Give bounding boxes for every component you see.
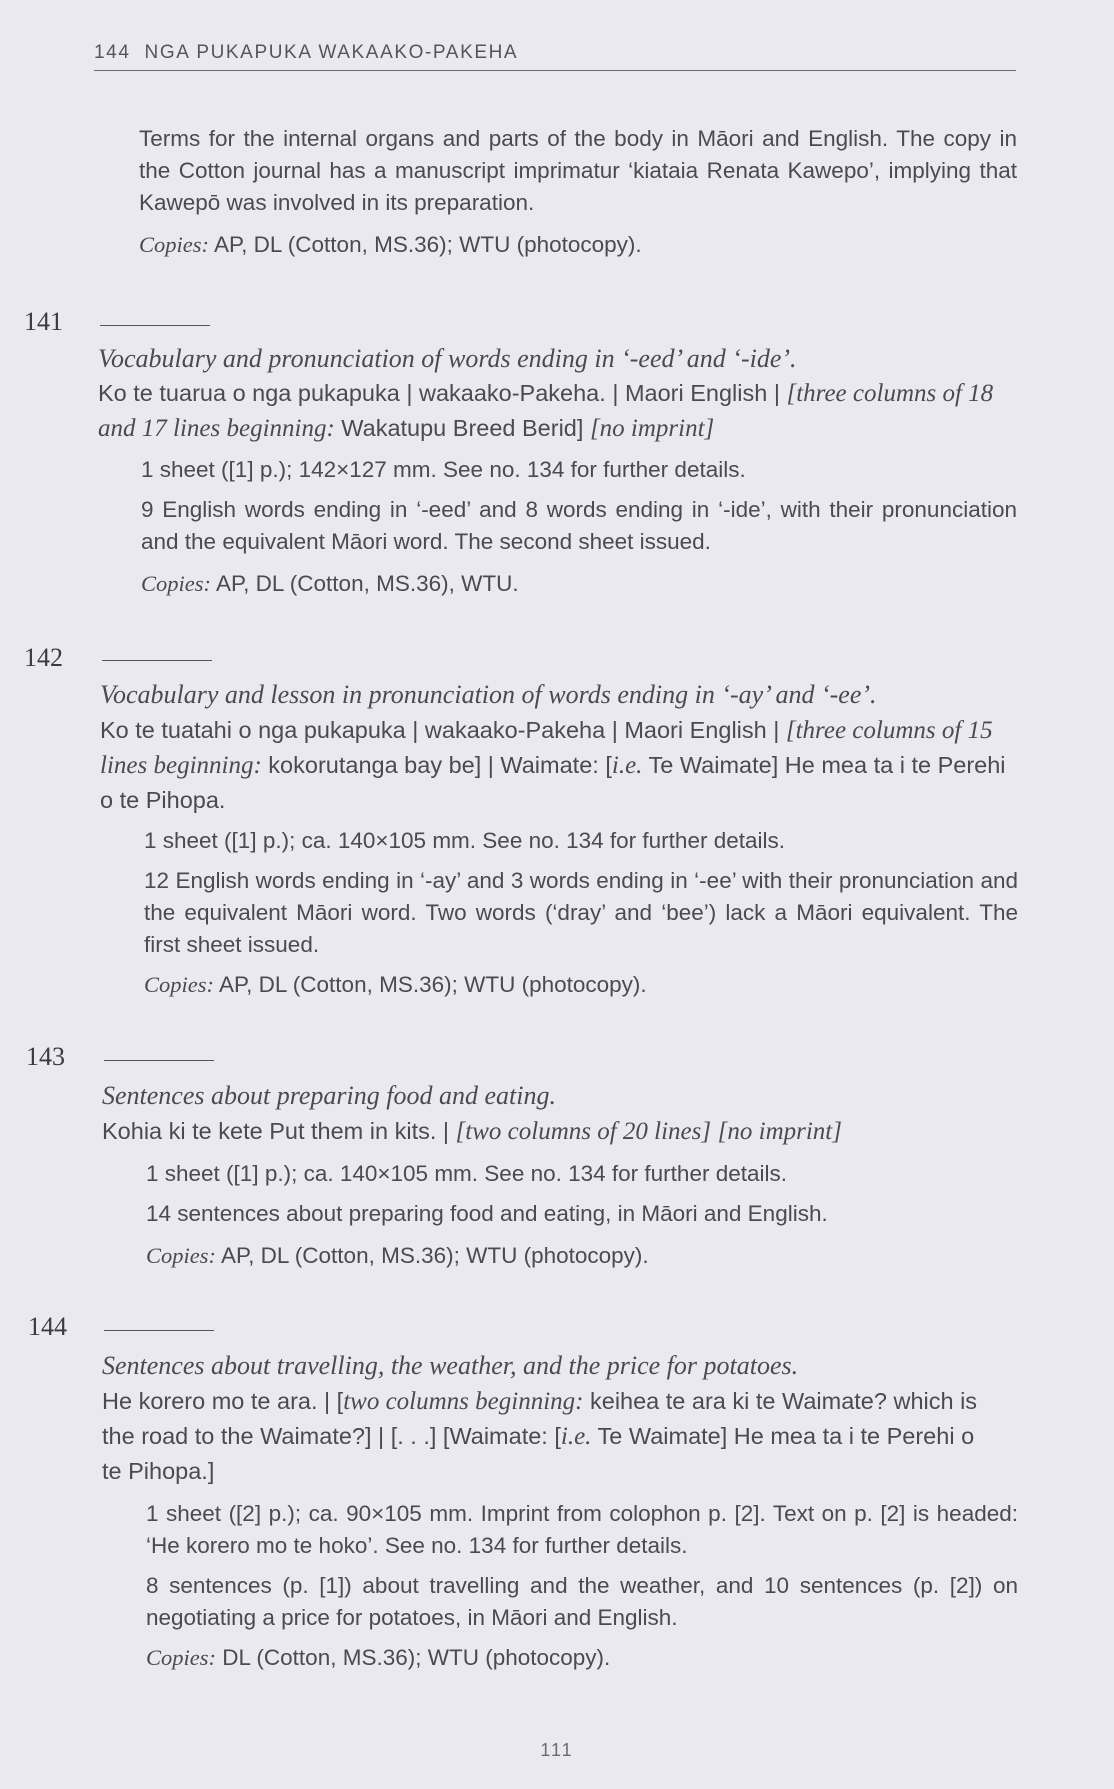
intro-copies: Copies: AP, DL (Cotton, MS.36); WTU (photocopy).	[139, 232, 642, 257]
entry-title: Sentences about preparing food and eating.	[102, 1081, 556, 1110]
entry-note: 8 sentences (p. [1]) about travelling and the weather, and 10 sentences (p. [2]) on negotiating a price for potatoes, in Māori and English.	[146, 1573, 1018, 1630]
page-number: 144	[94, 42, 131, 63]
entry-note: 12 English words ending in ‘-ay’ and 3 words ending in ‘-ee’ with their pronunciation and the equivalent Māori word. Two words (‘dray’ and ‘bee’) lack a Māori equivalent. The first sheet issued.	[144, 868, 1018, 957]
entry-number: 141	[24, 307, 63, 336]
entry-title: Vocabulary and lesson in pronunciation of words ending in ‘-ay’ and ‘-ee’.	[100, 680, 877, 709]
entry-description: Ko te tuatahi o nga pukapuka | wakaako-Pakeha | Maori English | [three columns of 15 lines beginning: kokorutanga bay be] | Waimate: [i.e. Te Waimate] He mea ta i te Perehi o te Pihopa.	[100, 717, 1006, 813]
page-folio: 111	[540, 1740, 574, 1760]
running-header	[94, 42, 1016, 71]
entry-copies: Copies: AP, DL (Cotton, MS.36); WTU (photocopy).	[144, 972, 647, 997]
entry-physical: 1 sheet ([1] p.); ca. 140×105 mm. See no. 134 for further details.	[144, 828, 785, 853]
entry-description: Ko te tuarua o nga pukapuka | wakaako-Pakeha. | Maori English | [three columns of 18 and 17 lines beginning: Wakatupu Breed Berid] [no imprint]	[98, 380, 994, 442]
entry-note: 14 sentences about preparing food and eating, in Māori and English.	[146, 1201, 828, 1226]
running-title: NGA PUKAPUKA WAKAAKO-PAKEHA	[144, 42, 519, 63]
entry-physical: 1 sheet ([1] p.); ca. 140×105 mm. See no. 134 for further details.	[146, 1161, 787, 1186]
entry-number: 144	[28, 1312, 67, 1341]
entry-copies: Copies: AP, DL (Cotton, MS.36); WTU (photocopy).	[146, 1243, 649, 1268]
author-dash	[102, 660, 212, 661]
author-dash	[104, 1330, 214, 1331]
entry-description: He korero mo te ara. | [two columns beginning: keihea te ara ki te Waimate? which is the road to the Waimate?] | [. . .] [Waimate: [i.e. Te Waimate] He mea ta i te Perehi o te Pihopa.]	[102, 1388, 978, 1484]
entry-copies: Copies: AP, DL (Cotton, MS.36), WTU.	[141, 571, 519, 596]
intro-note: Terms for the internal organs and parts of the body in Māori and English. The copy in the Cotton journal has a manuscript imprimatur ‘kiataia Renata Kawepo’, implying that Kawepō was involved in its preparation.	[139, 126, 1017, 215]
author-dash	[104, 1060, 214, 1061]
entry-title: Sentences about travelling, the weather, and the price for potatoes.	[102, 1351, 799, 1380]
entry-number: 142	[24, 643, 63, 672]
entry-copies: Copies: DL (Cotton, MS.36); WTU (photocopy).	[146, 1645, 611, 1670]
entry-note: 9 English words ending in ‘-eed’ and 8 words ending in ‘-ide’, with their pronunciation and the equivalent Māori word. The second sheet issued.	[141, 497, 1017, 554]
author-dash	[100, 325, 210, 326]
entry-description: Kohia ki te kete Put them in kits. | [two columns of 20 lines] [no imprint]	[102, 1118, 842, 1145]
entry-title: Vocabulary and pronunciation of words ending in ‘-eed’ and ‘-ide’.	[98, 344, 797, 373]
entry-physical: 1 sheet ([2] p.); ca. 90×105 mm. Imprint from colophon p. [2]. Text on p. [2] is headed: ‘He korero mo te hoko’. See no. 134 for further details.	[146, 1501, 1018, 1558]
entry-physical: 1 sheet ([1] p.); 142×127 mm. See no. 134 for further details.	[141, 457, 746, 482]
entry-number: 143	[26, 1042, 65, 1071]
